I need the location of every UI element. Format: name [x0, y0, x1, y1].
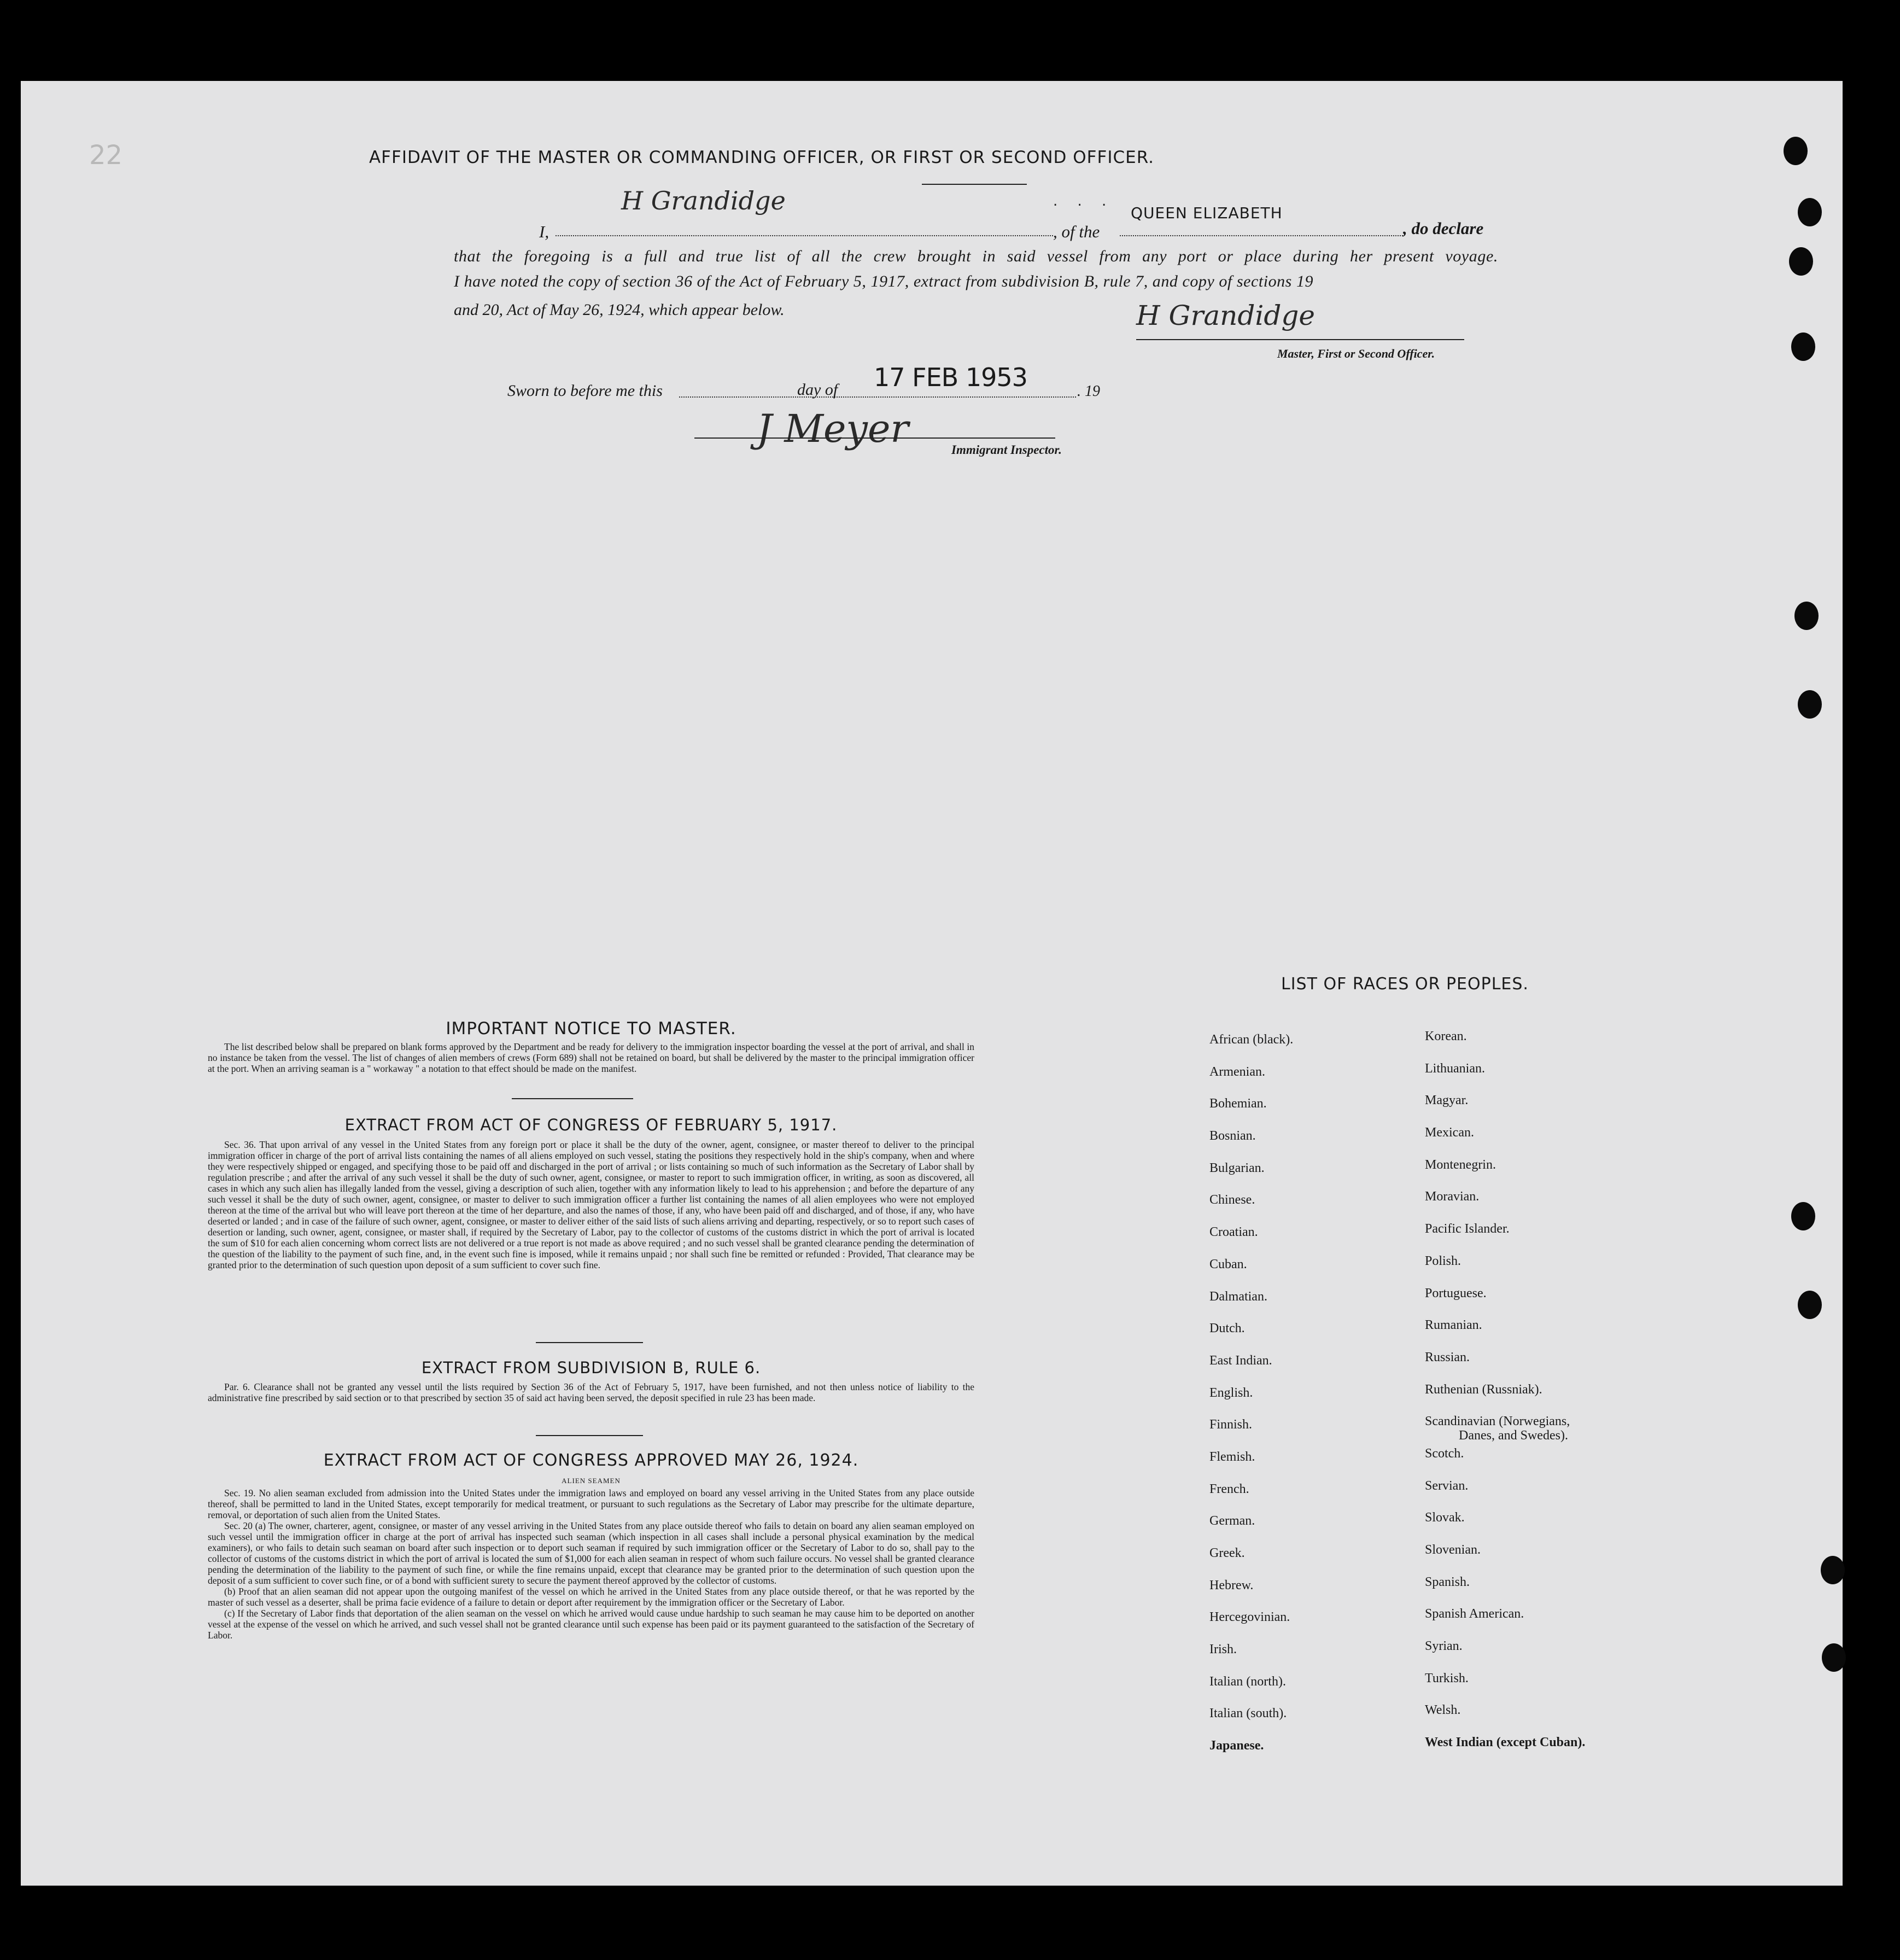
race-item: Armenian.	[1209, 1064, 1265, 1079]
punch-hole	[1791, 332, 1815, 361]
race-item: Moravian.	[1425, 1189, 1480, 1204]
master-label: Master, First or Second Officer.	[1277, 347, 1435, 360]
race-item: Syrian.	[1425, 1639, 1463, 1654]
race-item: French.	[1209, 1481, 1249, 1496]
race-item: English.	[1209, 1385, 1253, 1400]
date-stamp: 17 FEB 1953	[874, 363, 1027, 392]
extract-1917-title: EXTRACT FROM ACT OF CONGRESS OF FEBRUARY 5, 1917.	[344, 1116, 838, 1134]
page-mark: 22	[89, 140, 123, 171]
race-item: West Indian (except Cuban).	[1425, 1735, 1586, 1750]
extract-1924-body	[208, 1488, 974, 1641]
affidavit-statement-line-1: that the foregoing is a full and true list of all the crew brought in said vessel from any port or place during her present voyage.	[454, 247, 1498, 265]
punch-hole	[1791, 1202, 1815, 1230]
race-item: Spanish.	[1425, 1574, 1470, 1589]
punch-hole	[1784, 137, 1808, 165]
race-item: Dalmatian.	[1209, 1289, 1267, 1304]
notice-title: IMPORTANT NOTICE TO MASTER.	[446, 1019, 736, 1039]
race-item: Korean.	[1425, 1029, 1467, 1043]
races-title: LIST OF RACES OR PEOPLES.	[1281, 975, 1529, 994]
extract-1917-body: Sec. 36. That upon arrival of any vessel in the United States from any foreign port or place it shall be the duty of the owner, agent, consignee, or master thereof to deliver to the principal immigration officer in charge of the port of arrival lists containing the names of all aliens employed on such vessel, stating the positions they respectively hold in the ship's company, when and where they were respectively shipped or engaged, and specifying those to be paid off and discharged in the port of arrival ; or lists containing so much of such information as the Secretary of Labor shall by regulation prescribe ; and after the arrival of any such vessel it shall be the duty of such owner, agent, consignee, or master to report to such immigration officer, in writing, as soon as discovered, all cases in which any such alien has illegally landed from the vessel, giving a description of such alien, together with any information likely to lead to his apprehension ; and before the departure of any such vessel it shall be the duty of such owner, agent, consignee, or master to deliver to such immigration officer a further list containing the names of all alien employees who were not employed thereon at the time of the arrival but who will leave port thereon at the time of her departure, and also the names of those, if any, who have been paid off and discharged, and of those, if any, who have deserted or landed ; and in case of the failure of such owner, agent, consignee, or master to deliver either of the said lists of such aliens arriving and departing, respectively, or so to report such cases of desertion or landing, such owner, agent, consignee, or master shall, if required by the Secretary of Labor, pay to the collector of customs of the customs district in which the port of arrival is located the sum of $10 for each alien concerning whom correct lists are not delivered or a true report is not made as above required ; and no such vessel shall be granted clearance pending the determination of the question of the liability to the payment of such fine, and, in the event such fine is imposed, while it remains unpaid ; nor shall such fine be remitted or refunded : Provided, That clearance may be granted prior to the determination of such question upon deposit of a sum sufficient to cover such fine.	[208, 1139, 974, 1270]
race-item-scandinavian: Scandinavian (Norwegians,	[1425, 1414, 1570, 1429]
punch-hole	[1822, 1643, 1846, 1672]
race-item: Polish.	[1425, 1253, 1461, 1268]
year-suffix: . 19	[1077, 383, 1100, 400]
sworn-label: Sworn to before me this	[507, 382, 663, 400]
race-item: Turkish.	[1425, 1671, 1469, 1685]
do-declare-label: , do declare	[1403, 219, 1484, 238]
race-item: Servian.	[1425, 1478, 1469, 1493]
race-item: Croatian.	[1209, 1225, 1258, 1240]
race-item: Rumanian.	[1425, 1318, 1482, 1333]
race-item: German.	[1209, 1514, 1255, 1529]
race-item: Cuban.	[1209, 1257, 1247, 1271]
race-item: Flemish.	[1209, 1449, 1255, 1464]
race-item: Chinese.	[1209, 1193, 1255, 1208]
race-item: Slovak.	[1425, 1510, 1465, 1525]
alien-seamen-subtitle: ALIEN SEAMEN	[562, 1477, 621, 1485]
sec-20a-text: Sec. 20 (a) The owner, charterer, agent, consignee, or master of any vessel arriving in the United States from any place outside thereof who fails to detain on board any alien seaman employed on such vessel until the immigration officer in charge at the port of arrival has inspected such seaman (which inspection in all cases shall include a personal physical examination by the medical examiners), or who fails to detain such seaman on board after such inspection or to deport such seaman if required by such immigration officer or the Secretary of Labor to do so, shall pay to the collector of customs of the customs district in which the port of arrival is located the sum of $1,000 for each alien seaman in respect of whom such failure occurs. No vessel shall be granted clearance pending the determination of the liability to the payment of such fine, or while the fine remains unpaid, except that clearance may be granted prior to the determination of such question upon the deposit of a sum sufficient to cover such fine, or of a bond with sufficient surety to secure the payment thereof approved by the collector of customs.	[208, 1520, 974, 1586]
sec-19-text: Sec. 19. No alien seaman excluded from admission into the United States under the immigration laws and employed on board any vessel arriving in the United States from any place outside thereof, shall be permitted to land in the United States, except temporarily for medical treatment, or pursuant to such regulations as the Secretary of Labor may prescribe for the ultimate departure, removal, or deportation of such alien from the United States.	[208, 1488, 974, 1520]
race-item: Irish.	[1209, 1642, 1237, 1657]
race-item: African (black).	[1209, 1032, 1294, 1047]
punch-hole	[1798, 1291, 1822, 1319]
master-signature: H Grandidge	[1136, 300, 1315, 331]
sec-20b-text: (b) Proof that an alien seaman did not appear upon the outgoing manifest of the vessel on which he arrived in the United States from any place outside thereof, or that he was reported by the master of such vessel as a deserter, shall be prima facie evidence of a failure to detain or deport after requirement by the immigration officer or the Secretary of Labor.	[208, 1586, 974, 1608]
race-item	[1425, 1414, 1585, 1446]
race-item: Mexican.	[1425, 1125, 1474, 1140]
affidavit-statement-line-3: and 20, Act of May 26, 1924, which appear below.	[454, 301, 785, 319]
vessel-name-line	[1120, 235, 1403, 236]
races-column-2	[1425, 1029, 1585, 1768]
punch-hole	[1794, 602, 1819, 630]
day-of-label: day of	[797, 381, 838, 399]
race-item: East Indian.	[1209, 1353, 1272, 1368]
race-item: Ruthenian (Russniak).	[1425, 1382, 1542, 1397]
punch-hole	[1789, 247, 1813, 276]
race-item: Bohemian.	[1209, 1096, 1267, 1111]
inspector-signature: J Meyer	[757, 406, 909, 451]
inspector-label: Immigrant Inspector.	[951, 443, 1062, 457]
extract-1924-title: EXTRACT FROM ACT OF CONGRESS APPROVED MAY 26, 1924.	[323, 1451, 859, 1470]
i-label: I,	[539, 222, 549, 241]
race-item-scandinavian-cont: Danes, and Swedes).	[1459, 1428, 1568, 1443]
dots-mark: . . .	[1053, 193, 1114, 209]
punch-hole	[1821, 1556, 1845, 1584]
rule-6-title: EXTRACT FROM SUBDIVISION B, RULE 6.	[421, 1358, 761, 1377]
race-item: Hercegovinian.	[1209, 1610, 1290, 1625]
declarant-signature: H Grandidge	[621, 186, 786, 215]
race-item: Magyar.	[1425, 1093, 1469, 1108]
declarant-name-line	[556, 235, 1053, 236]
race-item: Slovenian.	[1425, 1543, 1481, 1557]
notice-body: The list described below shall be prepared on blank forms approved by the Department and be ready for delivery to the immigration inspector boarding the vessel at the port of arrival, and shall in no instance be taken from the vessel. The list of changes of alien members of crews (Form 689) shall not be retained on board, but shall be delivered by the master to the principal immigration officer at the port. When an arriving seaman is a " workaway " a notation to that effect should be made on the manifest.	[208, 1041, 974, 1074]
punch-hole	[1798, 690, 1822, 719]
race-item: Italian (south).	[1209, 1706, 1287, 1721]
race-item: Spanish American.	[1425, 1607, 1524, 1621]
master-signature-rule	[1136, 339, 1464, 340]
extract-1917-rule	[536, 1342, 643, 1343]
race-item: Montenegrin.	[1425, 1157, 1496, 1172]
affidavit-title-rule	[922, 184, 1027, 185]
race-item: Dutch.	[1209, 1321, 1245, 1336]
race-item: Italian (north).	[1209, 1674, 1286, 1689]
race-item: Pacific Islander.	[1425, 1222, 1510, 1236]
race-item: Russian.	[1425, 1350, 1470, 1364]
document-sheet	[21, 81, 1843, 1886]
race-item: Finnish.	[1209, 1418, 1253, 1432]
inspector-signature-rule	[694, 438, 1055, 439]
races-column-1	[1209, 1032, 1293, 1771]
race-item: Hebrew.	[1209, 1578, 1254, 1592]
vessel-name: QUEEN ELIZABETH	[1131, 204, 1283, 222]
sec-20c-text: (c) If the Secretary of Labor finds that deportation of the alien seaman on the vessel on which he arrived would cause undue hardship to such seaman he may cause him to be deported on another vessel at the expense of the vessel on which he arrived, and such vessel shall not be granted clearance until such expense has been paid or its payment guaranteed to the satisfaction of the Secretary of Labor.	[208, 1608, 974, 1641]
punch-hole	[1798, 198, 1822, 226]
race-item: Lithuanian.	[1425, 1061, 1485, 1076]
race-item: Greek.	[1209, 1546, 1245, 1560]
race-item: Japanese.	[1209, 1739, 1264, 1753]
race-item: Bosnian.	[1209, 1129, 1256, 1144]
affidavit-statement-line-2: I have noted the copy of section 36 of the Act of February 5, 1917, extract from subdivision B, rule 7, and copy of sections 19	[454, 272, 1314, 290]
of-the-label: , of the	[1053, 222, 1100, 241]
rule-6-rule	[536, 1435, 643, 1436]
notice-rule	[512, 1098, 633, 1099]
race-item: Welsh.	[1425, 1703, 1461, 1718]
race-item: Portuguese.	[1425, 1286, 1487, 1300]
race-item: Bulgarian.	[1209, 1160, 1265, 1175]
rule-6-body: Par. 6. Clearance shall not be granted any vessel until the lists required by Section 36 of the Act of February 5, 1917, have been furnished, and not then unless notice of liability to the administrative fine prescribed by said section or to that prescribed by section 35 of said act having been served, the deposit specified in rule 23 has been made.	[208, 1381, 974, 1403]
sworn-month-line	[852, 396, 1076, 398]
affidavit-title: AFFIDAVIT OF THE MASTER OR COMMANDING OFFICER, OR FIRST OR SECOND OFFICER.	[369, 148, 1155, 167]
race-item: Scotch.	[1425, 1446, 1464, 1461]
